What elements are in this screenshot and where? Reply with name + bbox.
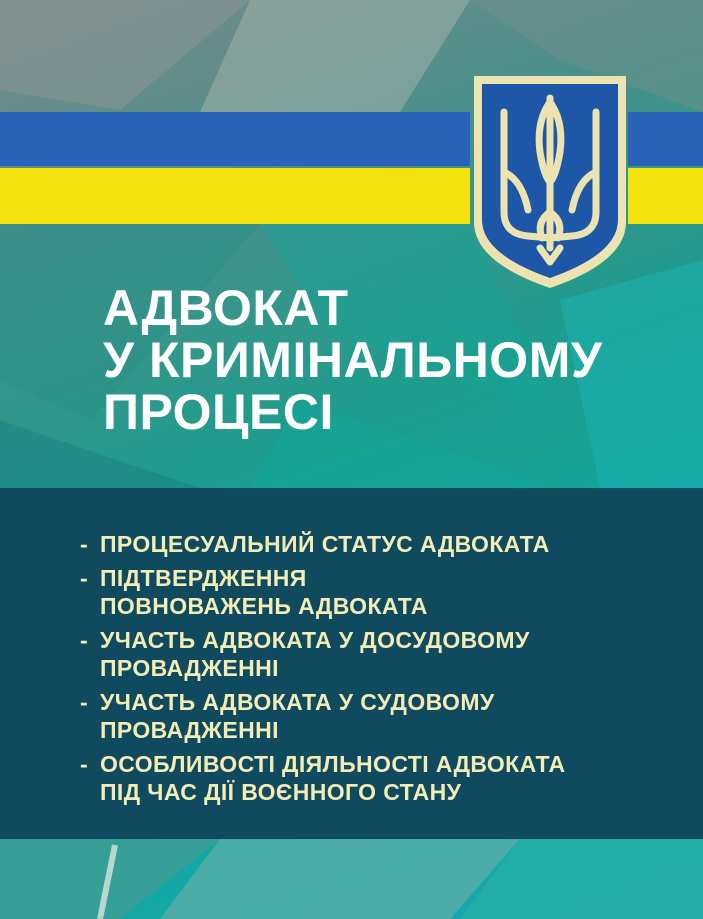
topic-line: - ОСОБЛИВОСТІ ДІЯЛЬНОСТІ АДВОКАТА: [100, 751, 566, 777]
topic-item: [80, 530, 565, 558]
topic-item: [80, 564, 565, 620]
topic-line: - ПІДТВЕРДЖЕННЯ: [100, 565, 307, 591]
topic-line: ПРОВАДЖЕННІ: [100, 655, 279, 681]
topic-line: ПРОВАДЖЕННІ: [100, 717, 279, 743]
topic-item: [80, 688, 565, 744]
topic-item: [80, 626, 565, 682]
flag-stripe-blue: [0, 112, 470, 166]
title-line: АДВОКАТ: [103, 280, 349, 336]
topics-list: [80, 530, 565, 812]
topic-item: [80, 750, 565, 806]
trident-coat-of-arms-icon: [470, 72, 630, 292]
flag-stripe-yellow-right: [628, 168, 703, 224]
topic-line: - ПРОЦЕСУАЛЬНИЙ СТАТУС АДВОКАТА: [100, 531, 550, 557]
topic-line: ПОВНОВАЖЕНЬ АДВОКАТА: [100, 593, 428, 619]
flag-stripe-blue-right: [628, 112, 703, 166]
flag-stripe-yellow: [0, 168, 470, 224]
title-line: ПРОЦЕСІ: [103, 384, 334, 440]
book-title: [103, 282, 602, 438]
topic-line: ПІД ЧАС ДІЇ ВОЄННОГО СТАНУ: [100, 779, 462, 805]
topic-line: - УЧАСТЬ АДВОКАТА У ДОСУДОВОМУ: [100, 627, 530, 653]
topic-line: - УЧАСТЬ АДВОКАТА У СУДОВОМУ: [100, 689, 495, 715]
title-line: У КРИМІНАЛЬНОМУ: [103, 332, 603, 388]
